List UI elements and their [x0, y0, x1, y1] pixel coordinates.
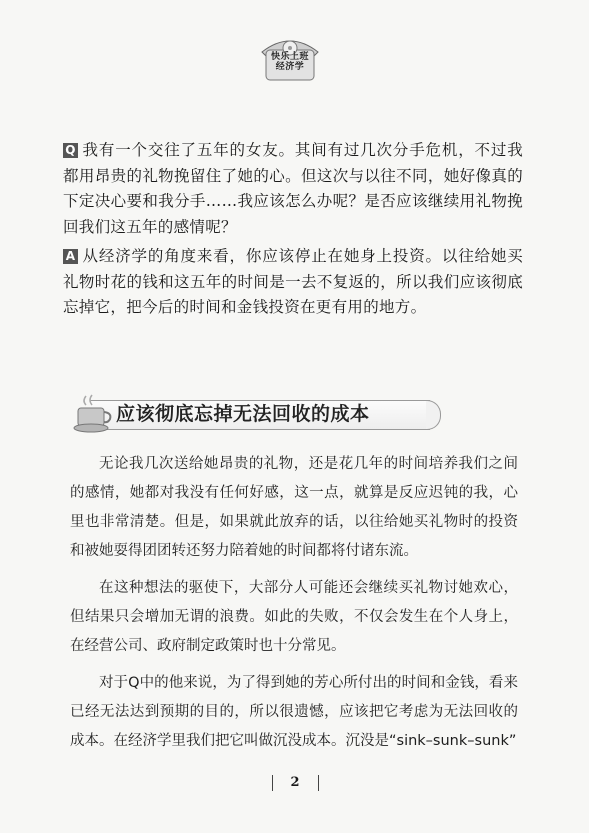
body-paragraph: 对于Q中的他来说，为了得到她的芳心所付出的时间和金钱，看来已经无法达到预期的目的，所以很遗憾，应该把它考虑为无法回收的成本。在经济学里我们把它叫做沉没成本。沉没是“sink–sunk–sunk”: [70, 675, 518, 749]
body-paragraph: 无论我几次送给她昂贵的礼物，还是花几年的时间培养我们之间的感情，她都对我没有任何好感，这一点，就算是反应迟钝的我，心里也非常清楚。但是，如果就此放弃的话，以往给她买礼物时的投资和被她耍得团团转还努力陪着她的时间都将付诸东流。: [70, 456, 518, 559]
section-heading-text: 应该彻底忘掉无法回收的成本: [116, 403, 370, 425]
answer-text: 从经济学的角度来看，你应该停止在她身上投资。以往给她买礼物时花的钱和这五年的时间是一去不复返的，所以我们应该彻底忘掉它，把今后的时间和金钱投资在更有用的地方。: [63, 247, 523, 316]
heading-bar-end: [426, 400, 441, 430]
a-badge: A: [63, 249, 78, 264]
q-badge: Q: [63, 143, 78, 158]
body-text: [70, 450, 518, 764]
qa-block: [63, 138, 523, 321]
emblem-label: [252, 52, 328, 72]
emblem-line2: 经济学: [275, 62, 305, 72]
coffee-cup-icon: [70, 392, 116, 436]
question-paragraph: [63, 138, 523, 240]
section-heading: [70, 392, 442, 436]
question-text: 我有一个交往了五年的女友。其间有过几次分手危机，不过我都用昂贵的礼物挽留住了她的心。但这次与以往不同，她好像真的下定决心要和我分手……我应该怎么办呢？是否应该继续用礼物挽回我们这五年的感情呢？: [63, 141, 523, 236]
page-number: 2: [290, 775, 300, 790]
emblem-line1: 快乐上班: [270, 52, 309, 62]
body-paragraph: 在这种想法的驱使下，大部分人可能还会继续买礼物讨她欢心，但结果只会增加无谓的浪费。如此的失败，不仅会发生在个人身上，在经营公司、政府制定政策时也十分常见。: [70, 580, 518, 654]
page-number-right-rule: [318, 775, 319, 791]
answer-paragraph: [63, 244, 523, 321]
